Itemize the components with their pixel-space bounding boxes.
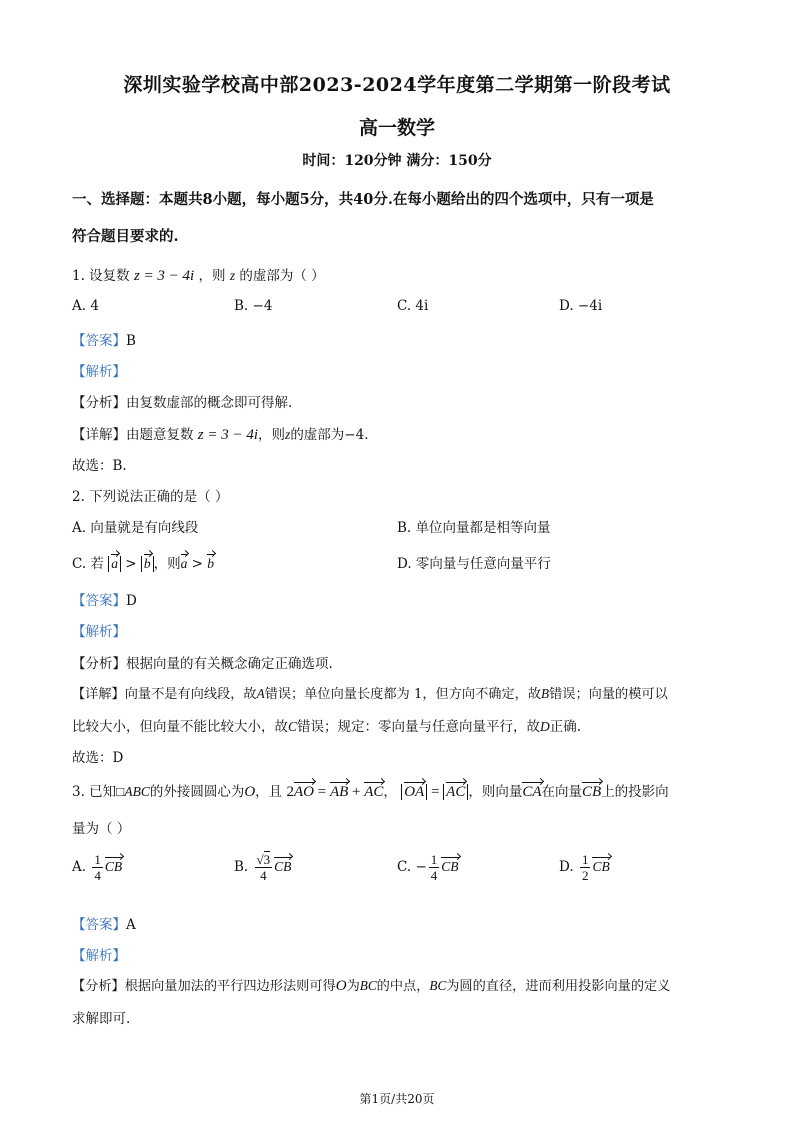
- q2-letter-a: A: [256, 686, 265, 701]
- q3-opt-b-label: B.: [234, 859, 249, 875]
- q3-answer-value: A: [126, 917, 136, 933]
- q2-xj-1c: 错误；向量的模可以: [549, 687, 668, 702]
- q1-fenxi-text: 由复数虚部的概念即可得解.: [126, 395, 293, 411]
- q3-opt-d-num: 1: [581, 852, 589, 867]
- q3-opt-b-num: 3: [263, 852, 271, 867]
- q1-xiangjie-z: z: [285, 427, 291, 442]
- section-heading-line2: 符合题目要求的.: [72, 228, 179, 245]
- q3-opt-c-den: 4: [430, 868, 438, 883]
- q2-option-c-pre: C. 若: [72, 556, 104, 572]
- q3-stem-c: ，则向量: [468, 784, 523, 800]
- q3-stem-d: 在向量: [541, 784, 583, 800]
- q3-vec-ao: AO: [293, 784, 314, 800]
- exam-title: 深圳实验学校高中部2023-2024学年度第二学期第一阶段考试: [123, 74, 671, 96]
- fenxi-tag: 【分析】: [72, 395, 126, 411]
- q2-xiangjie-line1: [72, 683, 668, 702]
- q3-fenxi-bc: BC: [359, 978, 377, 993]
- q3-fenxi-a: 根据向量加法的平行四边形法则可得: [124, 979, 336, 994]
- q3-opt-a-frac: [92, 852, 103, 883]
- q3-fenxi-d: 为圆的直径，进而利用投影向量的定义: [446, 979, 671, 994]
- q3-opt-c-num: 1: [430, 852, 438, 867]
- q3-stem-line2: 量为（ ）: [72, 821, 131, 837]
- q2-xj-2a: 比较大小，但向量不能比较大小，故: [72, 719, 288, 735]
- q1-stem-pre: 1. 设复数: [72, 268, 130, 284]
- exam-time-info: 时间：120分钟 满分：150分: [302, 153, 492, 169]
- q2-analysis-label: [72, 620, 126, 640]
- q2-vec-b: b: [143, 556, 151, 571]
- q3-opt-a-num: 1: [94, 852, 101, 867]
- q2-choice: 故选：D: [72, 750, 124, 766]
- q2-option-b: B. 单位向量都是相等向量: [397, 520, 551, 536]
- q2-option-c-mid: ，则: [153, 556, 181, 572]
- q1-option-b: B. −4: [234, 298, 273, 314]
- q2-vec-a-2: a: [180, 556, 188, 571]
- fenxi-tag: 【分析】: [72, 656, 126, 672]
- q3-stem-line1: 3. 已知□ABC的外接圆圆心为O，且 2AO = AB + AC， OA = AC ，则向量CA在向量CB上的投影向: [72, 784, 669, 800]
- q2-letter-d: D: [540, 719, 550, 734]
- q1-fenxi: [72, 391, 292, 411]
- q3-vec-oa: OA: [404, 784, 425, 800]
- q2-letter-b: B: [541, 686, 550, 701]
- q2-xj-2c: 正确.: [549, 719, 582, 735]
- q3-opt-a-label: A.: [72, 859, 87, 875]
- q3-vec-cb: CB: [582, 784, 602, 800]
- q1-stem: [72, 264, 325, 285]
- q3-opt-a-den: 4: [94, 868, 101, 883]
- q2-xj-1b: 错误；单位向量长度都为 1，但方向不确定，故: [264, 687, 542, 702]
- q2-answer: [72, 589, 137, 609]
- q2-vec-a: a: [111, 556, 118, 571]
- q3-triangle: □ABC: [116, 784, 150, 799]
- q3-vec-ca: CA: [522, 784, 542, 800]
- q1-answer-value: B: [126, 333, 136, 349]
- q3-opt-d-vec: CB: [592, 859, 610, 874]
- q2-option-c: C. 若 a > b ，则a > b: [72, 556, 215, 572]
- q2-abs-a: [108, 556, 121, 572]
- q3-option-c: [397, 852, 459, 883]
- analysis-tag: 【解析】: [72, 948, 126, 964]
- q3-opt-d-den: 2: [581, 868, 589, 883]
- answer-tag: 【答案】: [72, 917, 126, 933]
- answer-tag: 【答案】: [72, 333, 126, 349]
- q1-xiangjie: [72, 423, 369, 444]
- q3-stem-b: ，且: [255, 784, 283, 800]
- q3-opt-c-label: C.: [397, 859, 412, 875]
- q3-fenxi-line2: 求解即可.: [72, 1011, 131, 1027]
- q3-vec-ac-2: AC: [446, 784, 466, 800]
- q3-opt-d-frac: [580, 852, 591, 883]
- q1-xiangjie-mid: ，则: [258, 427, 286, 443]
- xiangjie-tag: 【详解】: [72, 687, 125, 702]
- q3-coef: 2: [286, 784, 294, 800]
- q3-opt-c-frac: [429, 852, 440, 883]
- q2-answer-value: D: [126, 593, 137, 609]
- analysis-tag: 【解析】: [72, 624, 126, 640]
- page-number: 第1页/共20页: [359, 1092, 435, 1106]
- q3-vec-ac: AC: [364, 784, 384, 800]
- q3-option-a: [72, 852, 122, 883]
- q3-opt-a-vec: CB: [104, 859, 123, 874]
- q3-fenxi-o: O: [335, 978, 347, 994]
- section-heading-line1: 一、选择题：本题共8小题，每小题5分，共40分.在每小题给出的四个选项中，只有一项是: [72, 191, 654, 208]
- q1-xiangjie-expression: z = 3 − 4i: [197, 427, 259, 443]
- q3-stem-e: 上的投影向: [601, 784, 669, 800]
- q3-stem-a: 的外接圆圆心为: [149, 784, 245, 800]
- fenxi-tag: 【分析】: [72, 979, 125, 994]
- q3-opt-b-vec: CB: [274, 859, 292, 874]
- q1-option-d: D. −4i: [559, 298, 603, 314]
- q3-o: O: [244, 784, 256, 800]
- q3-opt-b-frac: $\frac{√3}{4}$: [256, 852, 271, 883]
- q3-fenxi-c: 的中点，: [376, 979, 430, 994]
- q3-vec-ab: AB: [329, 784, 349, 800]
- q3-option-b: [234, 852, 291, 883]
- q2-fenxi: [72, 652, 333, 672]
- q3-answer: [72, 913, 136, 933]
- q2-xj-2b: 错误；规定：零向量与任意向量平行，故: [297, 719, 541, 735]
- q2-option-d: D. 零向量与任意向量平行: [397, 556, 551, 572]
- q2-option-a: A. 向量就是有向线段: [72, 520, 199, 536]
- exam-subject: 高一数学: [358, 117, 435, 139]
- q3-opt-c-sign: −: [415, 859, 427, 875]
- q2-stem: 2. 下列说法正确的是（ ）: [72, 489, 229, 505]
- q3-option-d: [559, 852, 610, 883]
- q2-vec-b-2: b: [207, 556, 215, 571]
- q3-fenxi-bc-2: BC: [429, 978, 447, 993]
- q1-stem-mid: ，则: [198, 268, 226, 284]
- analysis-tag: 【解析】: [72, 364, 126, 380]
- answer-tag: 【答案】: [72, 593, 126, 609]
- q3-opt-c-vec: CB: [441, 859, 459, 874]
- q2-fenxi-text: 根据向量的有关概念确定正确选项.: [126, 656, 333, 672]
- q3-fenxi-line1: [72, 975, 670, 995]
- q1-stem-post: 的虚部为（ ）: [239, 268, 325, 284]
- q1-z: z: [229, 268, 236, 283]
- q1-option-a: A. 4: [72, 298, 99, 314]
- q3-stem-pre: 3. 已知: [72, 784, 117, 800]
- q1-expression: z = 3 − 4i: [133, 268, 195, 284]
- q1-choice: 故选：B.: [72, 458, 127, 474]
- q1-option-c: C. 4i: [397, 298, 429, 314]
- q2-xj-1a: 向量不是有向线段，故: [124, 687, 257, 702]
- q1-analysis-label: [72, 360, 126, 380]
- q2-abs-b: [141, 556, 154, 572]
- q2-xiangjie-line2: [72, 715, 581, 735]
- q2-letter-c: C: [288, 719, 298, 734]
- q3-fenxi-b: 为: [346, 979, 360, 994]
- q3-opt-b-den: 4: [260, 868, 267, 883]
- q1-xiangjie-post: 的虚部为−4.: [290, 427, 369, 443]
- q1-answer: [72, 329, 136, 349]
- q1-xiangjie-pre: 由题意复数: [126, 427, 194, 443]
- q3-analysis-label: [72, 944, 126, 964]
- xiangjie-tag: 【详解】: [72, 427, 126, 443]
- q3-opt-d-label: D.: [559, 859, 574, 875]
